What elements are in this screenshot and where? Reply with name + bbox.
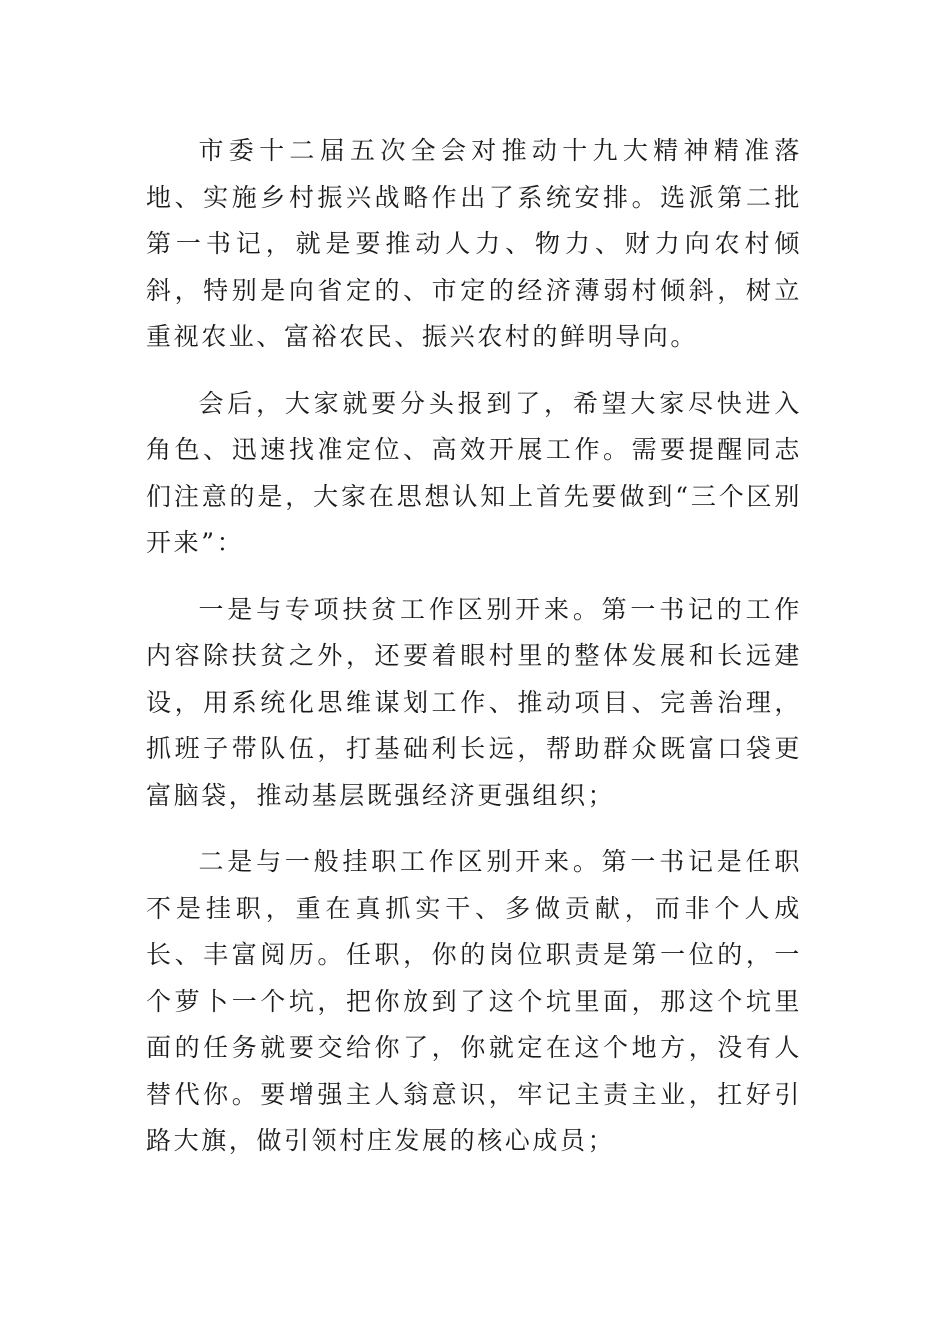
- paragraph-2: 会后，大家就要分头报到了，希望大家尽快进入角色、迅速找准定位、高效开展工作。需要提醒同志们注意的是，大家在思想认知上首先要做到“三个区别开来”：: [146, 388, 802, 557]
- document-body: [146, 128, 802, 1185]
- paragraph-4: 二是与一般挂职工作区别开来。第一书记是任职不是挂职，重在真抓实干、多做贡献，而非个人成长、丰富阅历。任职，你的岗位职责是第一位的，一个萝卜一个坑，把你放到了这个坑里面，那这个坑里面的任务就要交给你了，你就定在这个地方，没有人替代你。要增强主人翁意识，牢记主责主业，扛好引路大旗，做引领村庄发展的核心成员；: [146, 847, 802, 1155]
- paragraph-1: 市委十二届五次全会对推动十九大精神精准落地、实施乡村振兴战略作出了系统安排。选派第二批第一书记，就是要推动人力、物力、财力向农村倾斜，特别是向省定的、市定的经济薄弱村倾斜，树立重视农业、富裕农民、振兴农村的鲜明导向。: [146, 136, 802, 351]
- paragraph-3: 一是与专项扶贫工作区别开来。第一书记的工作内容除扶贫之外，还要着眼村里的整体发展和长远建设，用系统化思维谋划工作、推动项目、完善治理，抓班子带队伍，打基础利长远，帮助群众既富口袋更富脑袋，推动基层既强经济更强组织；: [146, 594, 802, 810]
